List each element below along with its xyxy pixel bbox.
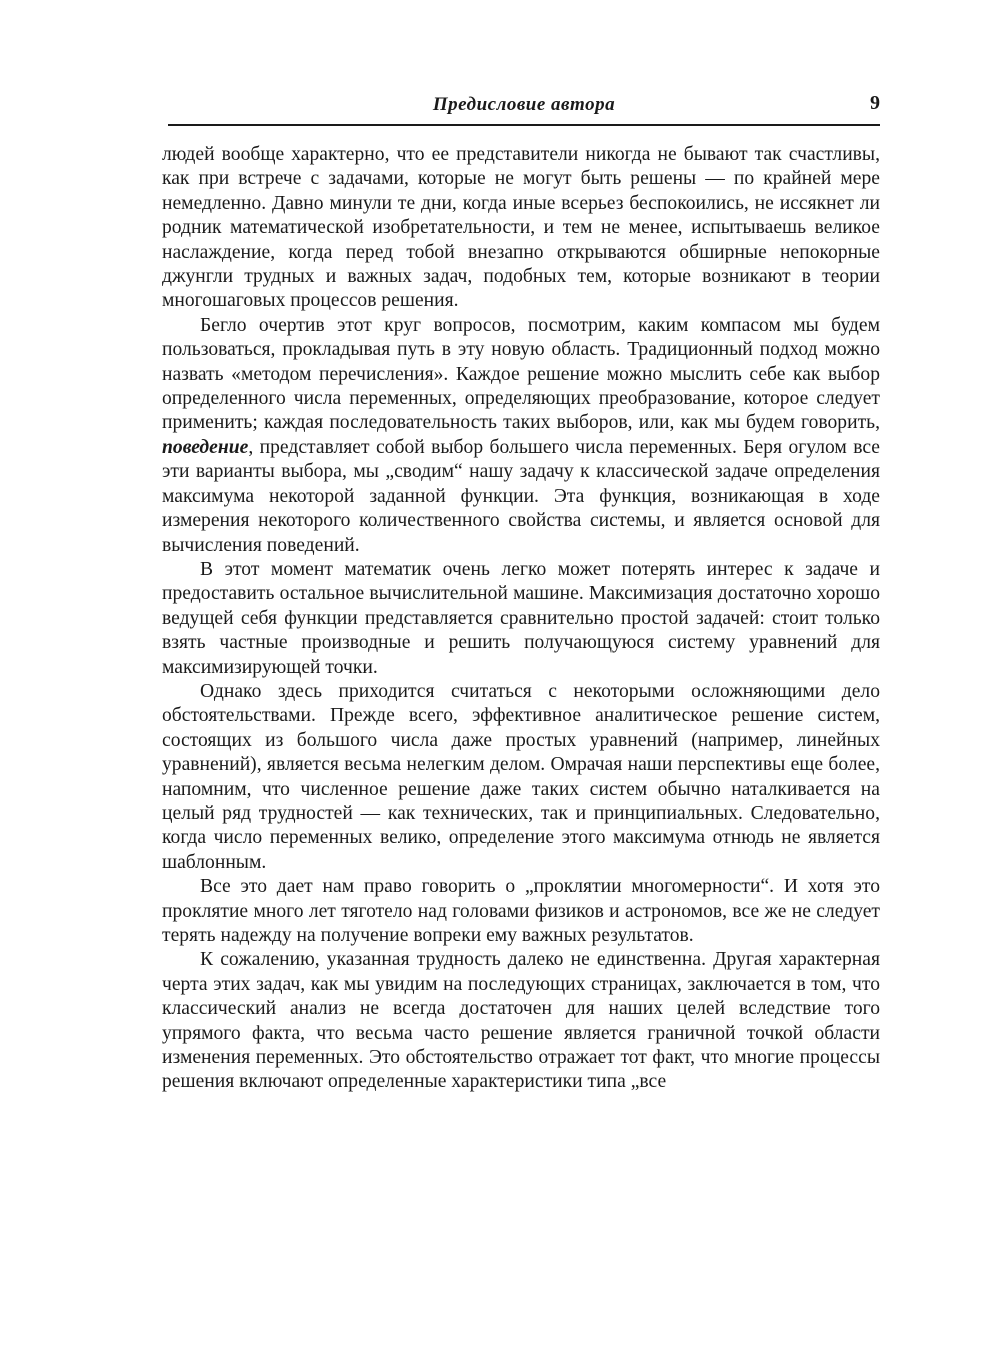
paragraph-4: Однако здесь приходится считаться с некоторыми осложняющими дело обстоятельствами. Прежде всего, эффективное аналитическое решение систем, состоящих из большого числа даже простых уравнений (например, линейных уравнений), является весьма нелегким делом. Омрачая наши перспективы еще более, напомним, что численное решение даже таких систем обычно наталкивается на целый ряд трудностей — как технических, так и принципиальных. Следовательно, когда число переменных велико, определение этого максимума отнюдь не является шаблонным. xyxy=(162,680,880,873)
running-header xyxy=(168,92,880,126)
body-text xyxy=(162,143,880,1095)
emphasis-term: поведение xyxy=(162,436,249,458)
paragraph-5: Все это дает нам право говорить о „проклятии многомерности“. И хотя это проклятие много лет тяготело над головами физиков и астрономов, все же не следует терять надежду на получение вопреки ему важных результатов. xyxy=(162,876,880,946)
page-number: 9 xyxy=(870,92,880,114)
header-title: Предисловие автора xyxy=(432,94,616,115)
paragraph-2-part-1: Бегло очертив этот круг вопросов, посмотрим, каким компасом мы будем пользоваться, прокладывая путь в эту новую область. Традиционный подход можно назвать «методом перечисления». Каждое решение можно мыслить себе как выбор определенного числа переменных, определяющих преобразование, которое следует применить; каждая последовательность таких выборов, или, как мы будем говорить, xyxy=(162,314,880,434)
paragraph-6: К сожалению, указанная трудность далеко не единственна. Другая характерная черта этих задач, как мы увидим на последующих страницах, заключается в том, что классический анализ не всегда достаточен для наших целей вследствие того упрямого факта, что весьма часто решение является граничной точкой области изменения переменных. Это обстоятельство отражает тот факт, что многие процессы решения включают определенные характеристики типа „все xyxy=(162,949,880,1093)
paragraph-2-part-2: , представляет собой выбор большего числа переменных. Беря огулом все эти варианты выбора, мы „сводим“ нашу задачу к классической задаче определения максимума некоторой заданной функции. Эта функция, возникающая в ходе измерения некоторого количественного свойства системы, и является основой для вычисления поведений. xyxy=(162,436,880,556)
paragraph-1: людей вообще характерно, что ее представители никогда не бывают так счастливы, как при встрече с задачами, которые не могут быть решены — по крайней мере немедленно. Давно минули те дни, когда иные всерьез беспокоились, не иссякнет ли родник математической изобретательности, и тем не менее, испытываешь великое наслаждение, когда перед тобой внезапно открываются обширные непокорные джунгли трудных и важных задач, подобных тем, которые возникают в теории многошаговых процессов решения. xyxy=(162,144,880,312)
paragraph-3: В этот момент математик очень легко может потерять интерес к задаче и предоставить остальное вычислительной машине. Максимизация достаточно хорошо ведущей себя функции представляется сравнительно простой задачей: стоит только взять частные производные и решить получающуюся систему уравнений для максимизирующей точки. xyxy=(162,558,880,678)
paragraph-2 xyxy=(162,314,880,558)
